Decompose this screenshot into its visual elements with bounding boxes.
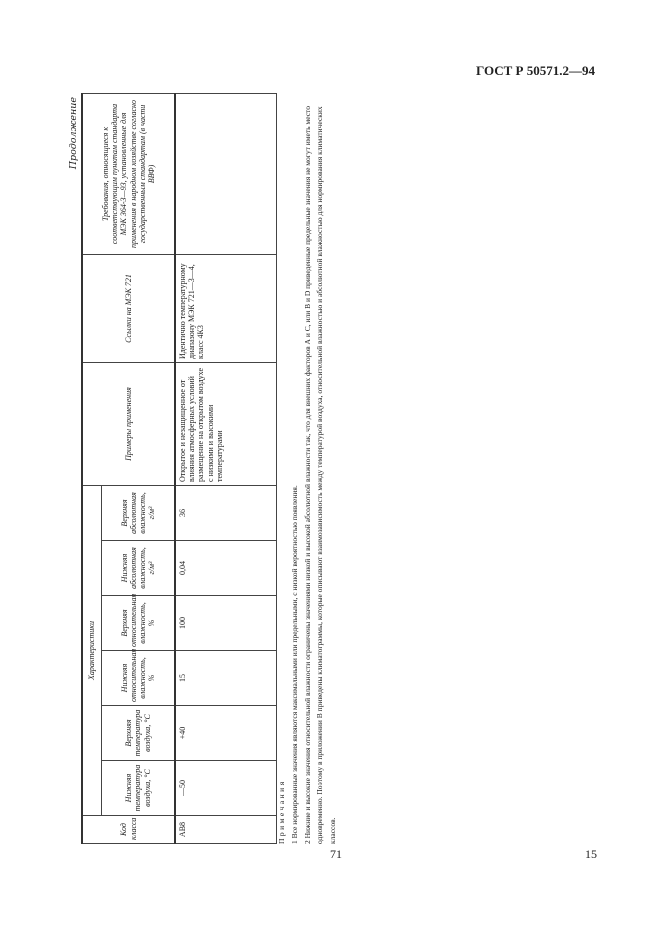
- header-requirements: Требования, относящиеся к соответствующим пунктам стандарта МЭК 364-3—93, установленные для применения в народном хозяйстве согласно государственным стандартам (в части ВВФ): [82, 93, 175, 254]
- header-upper-rel-hum: Верхняя относительная влажность, %: [102, 596, 176, 651]
- cell-requirements: [175, 93, 277, 254]
- cell-example: Открытое и незащищенное от влияния атмосферных условий размещение на открытом воздухе с низкими и высокими температурами: [175, 362, 277, 485]
- header-class-code: Код класса: [82, 816, 175, 844]
- document-code: ГОСТ Р 50571.2—94: [476, 63, 595, 78]
- cell-upper-temp: +40: [175, 706, 277, 761]
- cell-upper-abs-hum: 36: [175, 485, 277, 540]
- cell-iec-ref: Идентично температурному диапазону МЭК 721—3—4, класс 4К3: [175, 254, 277, 362]
- header-upper-abs-hum: Верхняя абсолютная влажность, г/м³: [102, 485, 176, 540]
- page-number-right: 15: [585, 847, 597, 861]
- notes-block: [276, 94, 340, 844]
- table-row: [175, 93, 277, 843]
- cell-upper-rel-hum: 100: [175, 596, 277, 651]
- note-item-2: 2 Нижние и высокие значения относительной влажности ограничены значениями низкой и высокой абсолютной влажности так, что для внешних факторов А и С, или В и D приведенные предельные значения не могут иметь место одновременно. Поэтому в приложении В приведены климатограммы, которые описывают взаимозависимость между температурой воздуха, относительной влажностью и абсолютной влажностью для нормирования климатических классов.: [302, 106, 338, 844]
- header-examples: Примеры применения: [82, 362, 175, 485]
- cell-lower-abs-hum: 0,04: [175, 541, 277, 596]
- notes-heading: Примечания: [277, 779, 286, 844]
- header-lower-temp: Нижняя температура воздуха, °С: [102, 761, 176, 816]
- header-iec-refs: Ссылки на МЭК 721: [82, 254, 175, 362]
- header-upper-temp: Верхняя температура воздуха, °С: [102, 706, 176, 761]
- page-number-center: 71: [330, 847, 342, 861]
- rotated-table-sheet: [68, 94, 376, 844]
- header-lower-rel-hum: Нижняя относительная влажность, %: [102, 651, 176, 706]
- header-characteristics: Характеристики: [82, 485, 102, 815]
- header-lower-abs-hum: Нижняя абсолютная влажность, г/м³: [102, 541, 176, 596]
- cell-class-code: AB8: [175, 816, 277, 844]
- climate-class-table: [81, 93, 277, 844]
- continuation-label: Продолжение: [68, 97, 79, 170]
- note-item-1: 1 Все нормированные значения являются максимальными или предельными, с низкой вероятностью появления.: [289, 485, 299, 844]
- cell-lower-temp: —50: [175, 761, 277, 816]
- cell-lower-rel-hum: 15: [175, 651, 277, 706]
